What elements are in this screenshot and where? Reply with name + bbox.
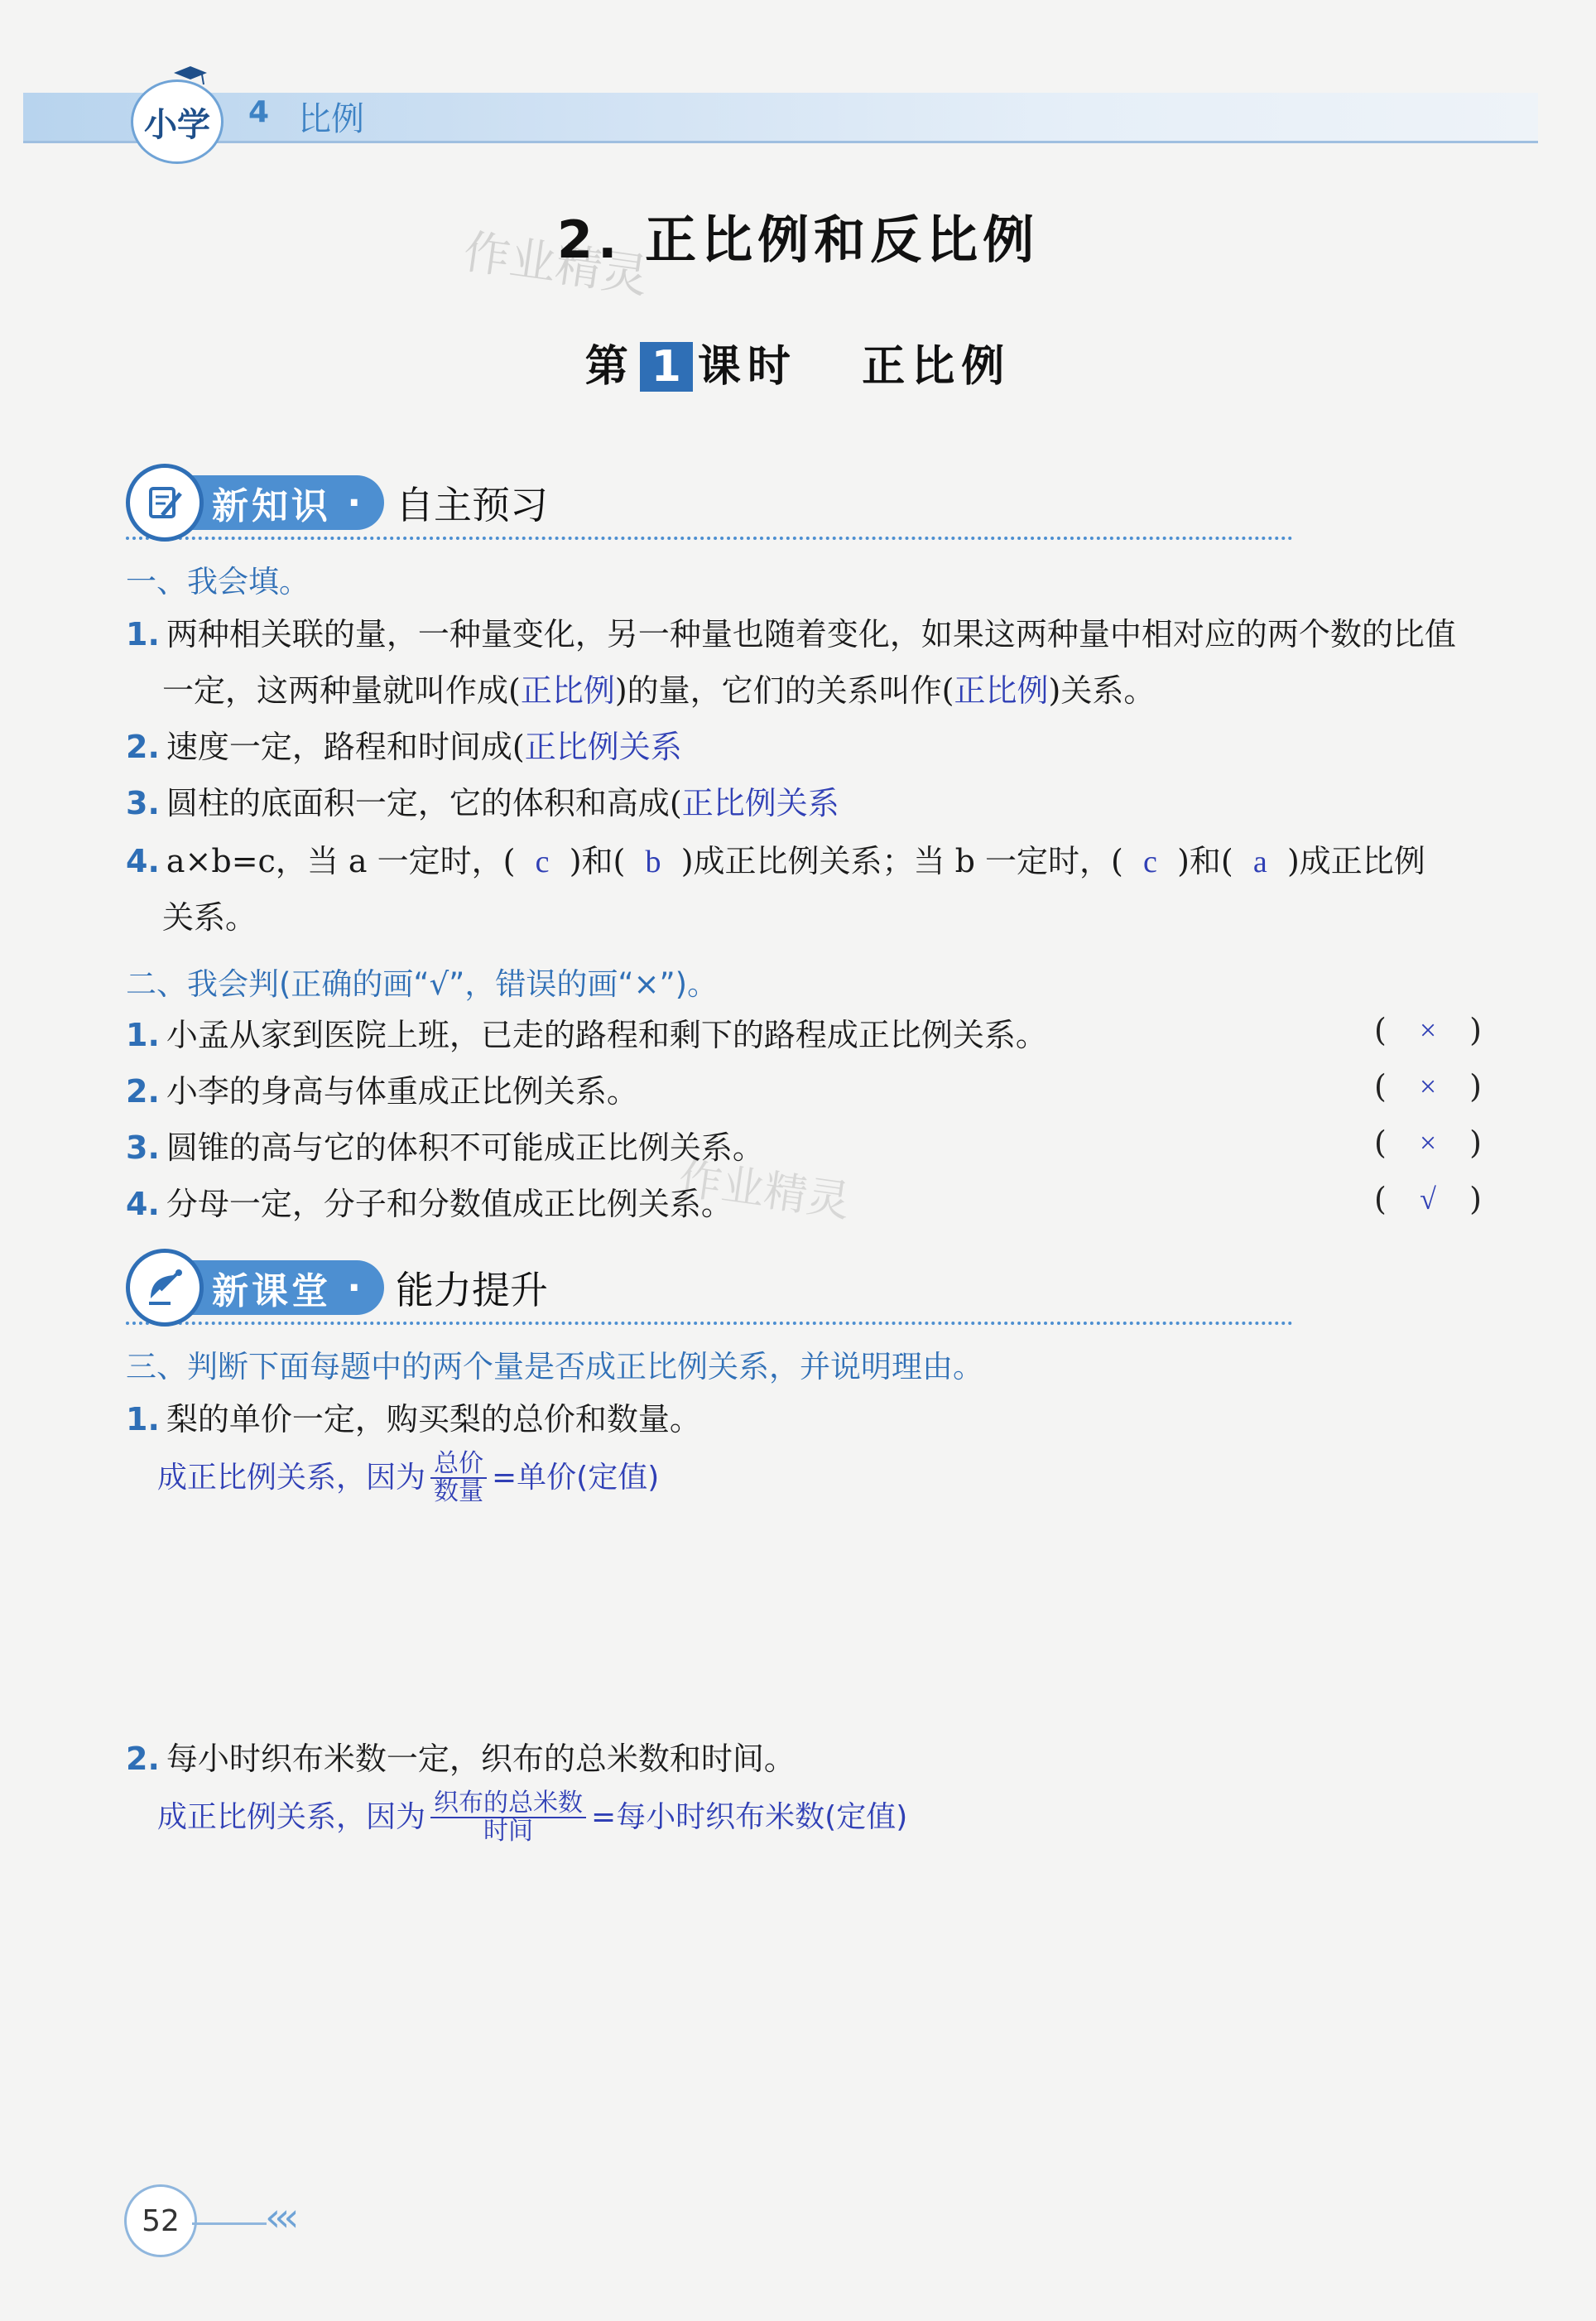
section-banner-preview: [126, 464, 548, 542]
list-item: [126, 1736, 796, 1782]
answer-text: 正比例关系: [681, 785, 839, 821]
footer-line: [192, 2222, 267, 2225]
fraction: [430, 1790, 586, 1845]
section-heading-judge-reason: 三、判断下面每题中的两个量是否成正比例关系，并说明理由。: [126, 1349, 983, 1384]
right-paren: ): [1469, 1012, 1482, 1048]
fraction: [430, 1451, 487, 1505]
logo: [131, 79, 224, 164]
watermark: 作业精灵: [675, 1153, 853, 1228]
item-number: 2.: [126, 1073, 160, 1110]
item-number: 2.: [126, 729, 160, 765]
judge-answer: [1374, 1124, 1482, 1161]
left-paren: (: [1374, 1012, 1387, 1048]
answer-text: =单价(定值): [492, 1461, 660, 1495]
lesson-prefix: 第: [584, 342, 635, 392]
item-text: 分母一定，分子和分数值成正比例关系。: [166, 1186, 733, 1222]
item-text: a×b=c，当 a 一定时，(: [166, 843, 516, 879]
page-number: 52: [124, 2184, 197, 2257]
answer-text: 正比例: [520, 672, 615, 709]
fraction-denominator: 数量: [434, 1477, 484, 1506]
list-item: [126, 1068, 638, 1115]
satellite-dish-icon: [126, 1249, 204, 1327]
answer-text: =每小时织布米数(定值): [591, 1800, 908, 1834]
logo-text: 小学: [144, 105, 210, 144]
item-number: 3.: [126, 1129, 160, 1166]
list-item: [126, 1181, 733, 1227]
page-title: 2. 正比例和反比例: [556, 209, 1040, 270]
dotted-divider: [126, 537, 1293, 540]
answer-text: ×: [1419, 1014, 1437, 1047]
item-text: 两种相关联的量，一种量变化，另一种量也随着变化，如果这两种量中相对应的两个数的比值: [166, 616, 1456, 652]
answer-text: ×: [1419, 1126, 1437, 1159]
item-number: 4.: [126, 1186, 160, 1222]
chapter-name: 比例: [298, 100, 364, 138]
section-banner-class: [126, 1249, 548, 1327]
fraction-numerator: 总价: [430, 1451, 487, 1479]
section-heading-fill: 一、我会填。: [126, 564, 310, 600]
lesson-suffix: 课时: [697, 342, 797, 392]
banner-tag-new-class: 新课堂 ·: [154, 1260, 384, 1315]
item-text: )和(: [1177, 843, 1233, 879]
banner-subtitle: 能力提升: [396, 1268, 549, 1312]
list-item: 关系。: [162, 899, 257, 936]
item-text: 圆锥的高与它的体积不可能成正比例关系。: [166, 1129, 764, 1166]
banner-tag-new-knowledge: 新知识 ·: [154, 475, 384, 530]
item-text: )成正比例关系；当 b 一定时，(: [680, 843, 1123, 879]
list-item: [162, 667, 1155, 714]
left-paren: (: [1374, 1068, 1387, 1105]
answer-text: a: [1252, 845, 1267, 879]
answer-text: ×: [1419, 1070, 1437, 1103]
right-paren: ): [1469, 1181, 1482, 1217]
list-item: [126, 780, 839, 826]
pencil-note-icon: [126, 464, 204, 542]
banner-tag-text: 新课堂: [212, 1270, 331, 1312]
item-text: 小李的身高与体重成正比例关系。: [166, 1073, 638, 1110]
right-paren: ): [1469, 1068, 1482, 1105]
dotted-divider: [126, 1322, 1293, 1325]
judge-answer: [1374, 1012, 1482, 1048]
item-text: )关系。: [1048, 672, 1156, 709]
answer-text: 成正比例关系，因为: [157, 1461, 426, 1495]
answer-line: [157, 1451, 659, 1505]
list-item: [126, 724, 682, 770]
judge-answer: [1374, 1181, 1482, 1217]
chapter-number: 4: [248, 95, 270, 129]
item-text: 每小时织布米数一定，织布的总米数和时间。: [166, 1741, 796, 1777]
item-text: 一定，这两种量就叫作成(: [162, 672, 521, 709]
item-number: 3.: [126, 785, 160, 821]
list-item: [126, 838, 1425, 885]
answer-text: 正比例关系: [524, 729, 682, 765]
item-text: )的量，它们的关系叫作(: [614, 672, 954, 709]
lesson-name: 正比例: [862, 342, 1012, 392]
chevron-left-icon: ‹‹‹: [265, 2194, 293, 2241]
watermark: 作业精灵: [459, 224, 651, 305]
answer-text: 成正比例关系，因为: [157, 1800, 426, 1834]
item-text: 速度一定，路程和时间成(: [166, 729, 525, 765]
answer-text: b: [645, 845, 661, 879]
fraction-denominator: 时间: [483, 1817, 534, 1846]
banner-tag-text: 新知识: [212, 485, 331, 527]
list-item: [126, 611, 1456, 657]
list-item: [126, 1012, 1047, 1058]
answer-text: 正比例: [954, 672, 1049, 709]
right-paren: ): [1469, 1124, 1482, 1161]
judge-answer: [1374, 1068, 1482, 1105]
banner-subtitle: 自主预习: [396, 483, 549, 527]
answer-text: √: [1420, 1182, 1436, 1216]
item-text: )成正比例: [1286, 843, 1425, 879]
section-heading-judge: 二、我会判(正确的画“√”，错误的画“×”)。: [126, 966, 719, 1002]
lesson-title: [0, 331, 1596, 393]
answer-line: [157, 1790, 907, 1845]
item-text: 圆柱的底面积一定，它的体积和高成(: [166, 785, 682, 821]
item-text: 梨的单价一定，购买梨的总价和数量。: [166, 1401, 701, 1437]
item-number: 1.: [126, 1017, 160, 1053]
answer-text: c: [1143, 845, 1157, 879]
left-paren: (: [1374, 1124, 1387, 1161]
item-number: 1.: [126, 1401, 160, 1437]
fraction-numerator: 织布的总米数: [430, 1790, 586, 1818]
item-text: )和(: [569, 843, 626, 879]
header-line: [23, 141, 1538, 143]
left-paren: (: [1374, 1181, 1387, 1217]
item-number: 1.: [126, 616, 160, 652]
lesson-number: 1: [640, 342, 693, 392]
list-item: [126, 1396, 701, 1442]
list-item: [126, 1124, 764, 1171]
answer-text: c: [535, 845, 550, 879]
item-number: 4.: [126, 843, 160, 879]
item-number: 2.: [126, 1741, 160, 1777]
item-text: 小孟从家到医院上班，已走的路程和剩下的路程成正比例关系。: [166, 1017, 1047, 1053]
